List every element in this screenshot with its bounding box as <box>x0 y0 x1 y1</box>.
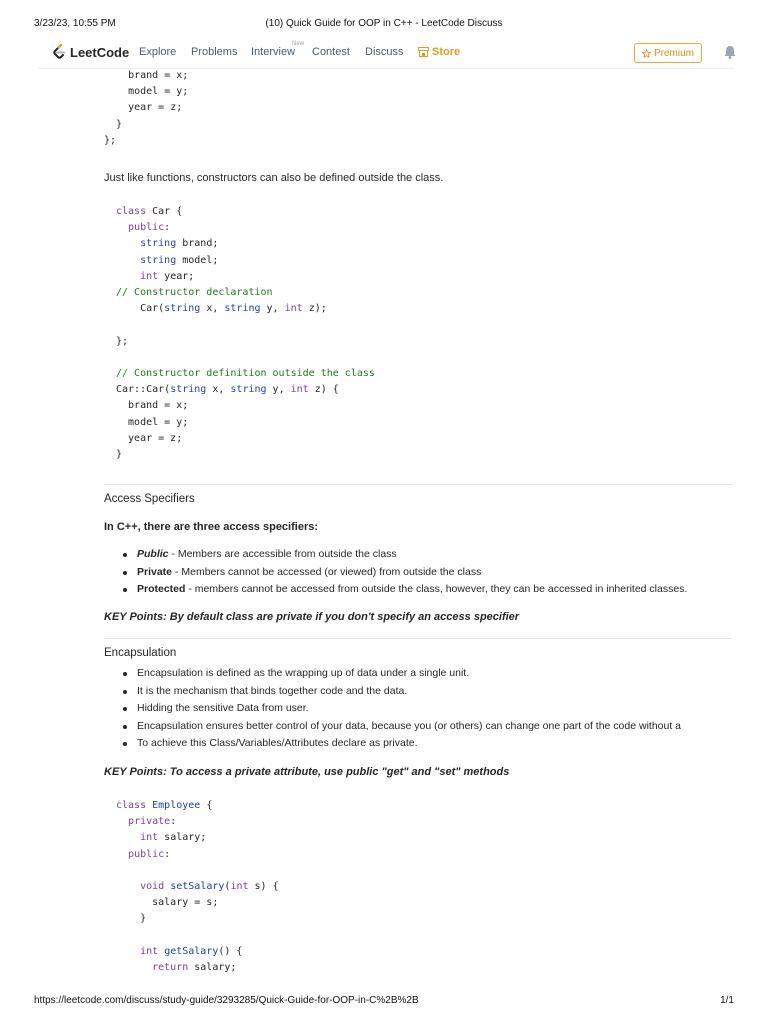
term-description: - Members cannot be accessed (or viewed) from outside the class <box>172 565 482 578</box>
code-block-employee-class: class Employee { private: int salary; public: void setSalary(int s) { salary = s; } int getSalary() { return salary; <box>116 800 279 974</box>
list-item <box>122 546 742 564</box>
star-icon <box>642 49 651 58</box>
term-description: - members cannot be accessed from outside the class, however, they can be accessed in inherited classes. <box>185 583 688 595</box>
term-public: Public <box>137 548 169 560</box>
code-line: year = z; <box>104 102 183 114</box>
store-icon <box>418 47 429 57</box>
premium-button[interactable] <box>634 43 702 63</box>
code-line: model = y; <box>104 86 189 98</box>
nav-discuss[interactable]: Discuss <box>365 46 404 58</box>
leetcode-logo-icon <box>52 44 66 60</box>
leetcode-logo[interactable] <box>52 44 129 60</box>
list-item <box>122 581 742 599</box>
print-page-number: 1/1 <box>720 995 734 1006</box>
list-item: Hidding the sensitive Data from user. <box>122 700 742 718</box>
term-private: Private <box>137 565 173 578</box>
access-specifiers-list <box>122 546 742 599</box>
print-datetime: 3/23/23, 10:55 PM <box>34 18 116 29</box>
list-item: Encapsulation ensures better control of your data, because you (or others) can change one part of the code without a <box>122 718 742 736</box>
bell-icon[interactable] <box>724 45 736 59</box>
encapsulation-list <box>122 665 742 753</box>
nav-problems[interactable]: Problems <box>191 46 238 58</box>
premium-label: Premium <box>653 47 694 59</box>
heading-access-specifiers: Access Specifiers <box>104 493 195 505</box>
list-item <box>122 564 742 582</box>
list-item: Encapsulation is defined as the wrapping up of data under a single unit. <box>122 665 742 683</box>
list-item: To achieve this Class/Variables/Attributes declare as private. <box>122 735 742 753</box>
term-description: - Members are accessible from outside the class <box>168 548 397 560</box>
section-divider <box>104 484 732 485</box>
key-point-get-set: KEY Points: To access a private attribute, use public "get" and "set" methods <box>104 766 510 778</box>
heading-encapsulation: Encapsulation <box>104 647 177 659</box>
store-label: Store <box>432 46 461 58</box>
code-line: }; <box>104 134 117 146</box>
logo-text: LeetCode <box>70 44 130 60</box>
print-url: https://leetcode.com/discuss/study-guide/3293285/Quick-Guide-for-OOP-in-C%2B%2B <box>34 995 419 1006</box>
nav-explore[interactable]: Explore <box>139 46 177 58</box>
code-block-constructor-tail <box>104 68 188 149</box>
code-block-car-class: class Car { public: string brand; string model; int year; // Constructor declaration Car(string x, string y, int z); }; // Constructor definition outside the class Car::Car(string x, string y, int z) { brand = x; model = y; year = z; } <box>116 206 375 461</box>
access-specifiers-intro: In C++, there are three access specifiers: <box>104 521 319 533</box>
code-line: brand = x; <box>104 70 189 81</box>
paragraph-outside-class: Just like functions, constructors can also be defined outside the class. <box>104 172 444 184</box>
code-line: } <box>104 118 123 130</box>
term-protected: Protected <box>137 583 186 595</box>
nav-contest[interactable]: Contest <box>312 46 350 58</box>
print-page-title: (10) Quick Guide for OOP in C++ - LeetCode Discuss <box>265 18 503 29</box>
section-divider <box>104 638 732 639</box>
top-navbar <box>38 36 734 69</box>
list-item: It is the mechanism that binds together code and the data. <box>122 683 742 701</box>
nav-interview[interactable]: Interview <box>251 46 296 58</box>
new-badge: New <box>292 41 305 47</box>
nav-store[interactable] <box>418 46 460 58</box>
key-point-private-default: KEY Points: By default class are private if you don't specify an access specifier <box>104 611 520 623</box>
